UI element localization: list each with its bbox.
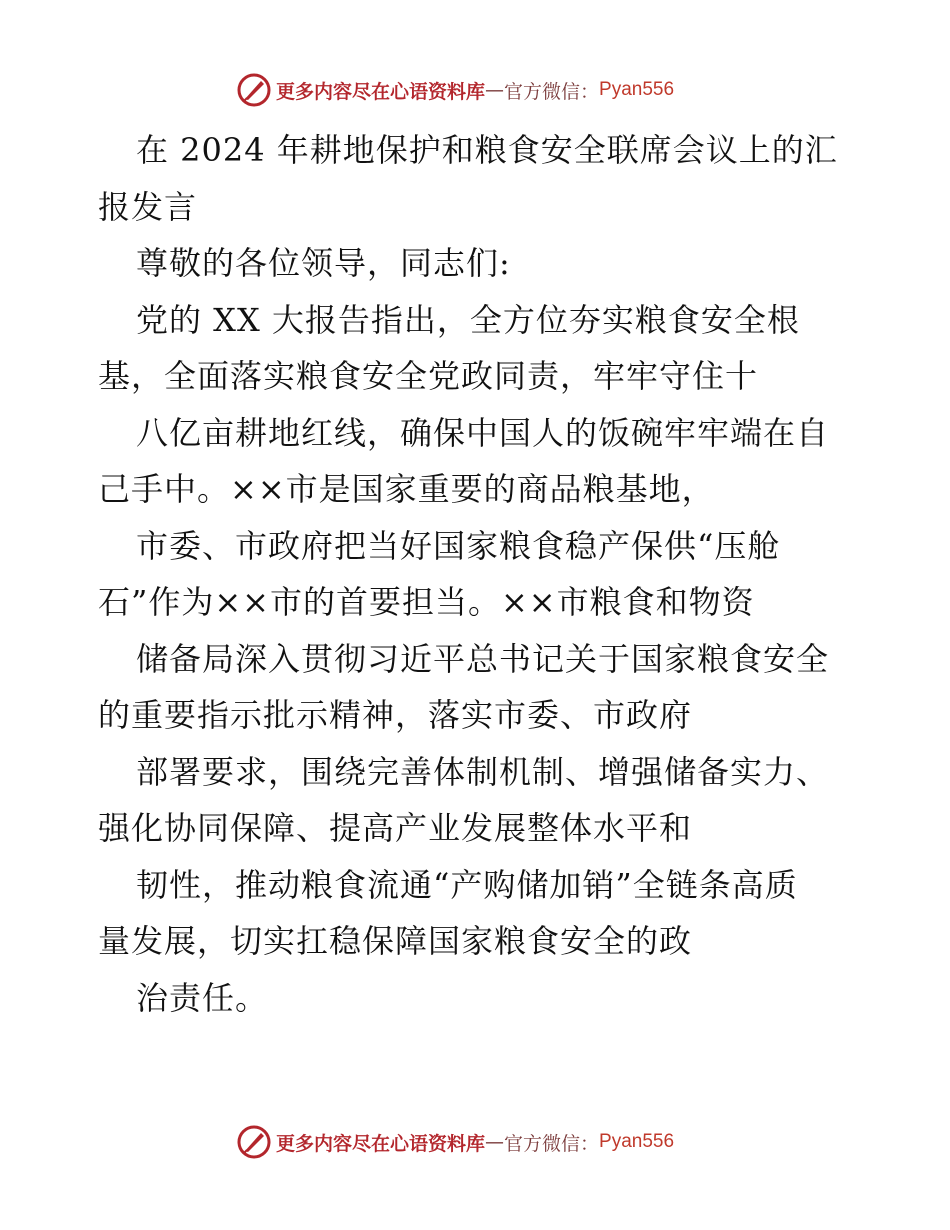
watermark-wechat-id: Pyan556: [599, 1131, 675, 1152]
paragraph-line: 市委、市政府把当好国家粮食稳产保供“压舱: [136, 526, 781, 565]
watermark-separator: —: [485, 79, 505, 101]
watermark-brand-text: 更多内容尽在心语资料库: [276, 1132, 486, 1155]
document-body: [98, 122, 858, 1026]
title-line-2: 报发言: [98, 187, 198, 226]
paragraph-line: 治责任。: [136, 978, 269, 1017]
salutation: 尊敬的各位领导，同志们:: [136, 244, 511, 282]
paragraph-line: 部署要求，围绕完善体制机制、增强储备实力、: [136, 752, 830, 791]
paragraph-line: 强化协同保障、提高产业发展整体水平和: [98, 809, 693, 847]
watermark-label: 官方微信：: [504, 80, 600, 103]
quill-pen-logo-icon: [236, 72, 272, 108]
watermark-label: 官方微信：: [504, 1132, 600, 1155]
quill-pen-logo-icon: [236, 1124, 272, 1160]
paragraph-line: 储备局深入贯彻习近平总书记关于国家粮食安全: [136, 639, 830, 678]
header-watermark: [236, 72, 674, 108]
watermark-brand-text: 更多内容尽在心语资料库: [276, 80, 486, 103]
footer-watermark: [236, 1124, 674, 1160]
paragraph-line: 量发展，切实扛稳保障国家粮食安全的政: [98, 922, 693, 960]
watermark-wechat-id: Pyan556: [599, 79, 675, 100]
paragraph-line: 党的 XX 大报告指出，全方位夯实粮食安全根: [136, 300, 800, 339]
paragraph-line: 己手中。××市是国家重要的商品粮基地，: [98, 470, 715, 508]
watermark-separator: —: [485, 1131, 505, 1153]
paragraph-line: 的重要指示批示精神，落实市委、市政府: [98, 696, 693, 734]
paragraph-line: 八亿亩耕地红线，确保中国人的饭碗牢牢端在自: [136, 413, 830, 452]
title-line-1: 在 2024 年耕地保护和粮食安全联席会议上的汇: [136, 131, 838, 169]
paragraph-line: 基，全面落实粮食安全党政同责，牢牢守住十: [98, 357, 759, 395]
paragraph-line: 韧性，推动粮食流通“产购储加销”全链条高质: [136, 865, 798, 904]
paragraph-line: 石”作为××市的首要担当。××市粮食和物资: [98, 583, 755, 621]
